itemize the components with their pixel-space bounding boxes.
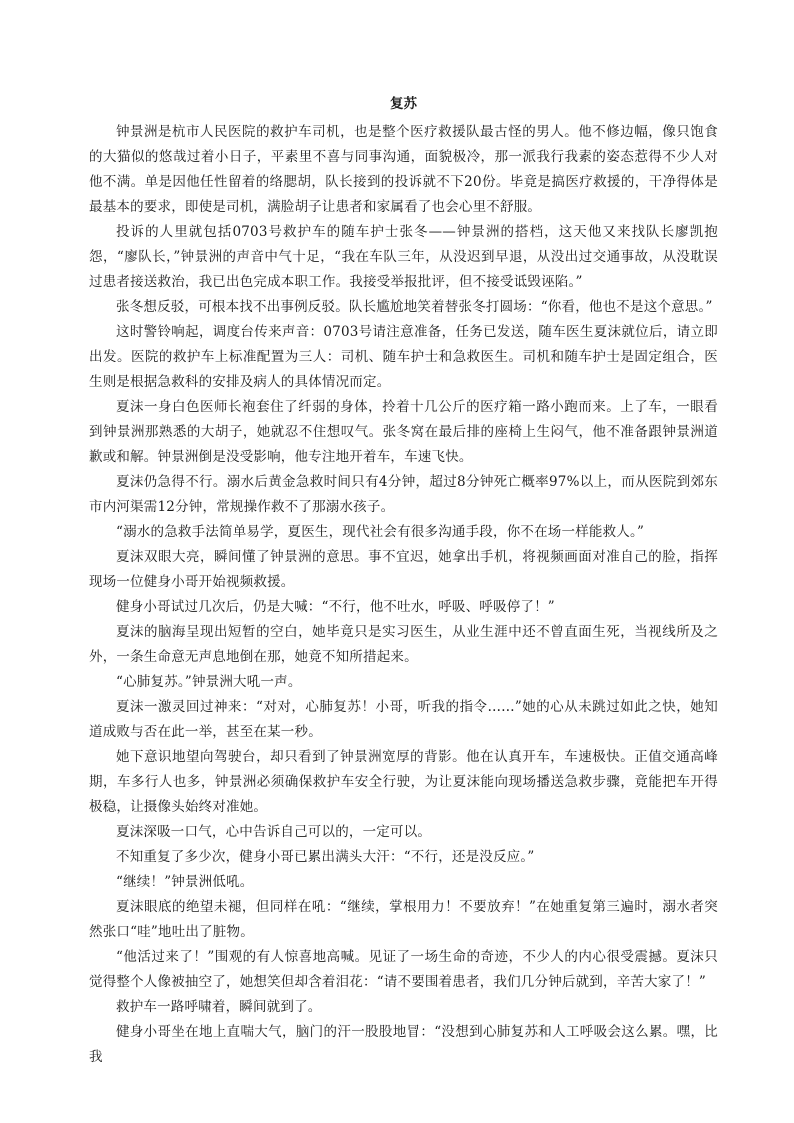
paragraph: 夏沫一激灵回过神来：“对对，心肺复苏！小哥，听我的指令……”她的心从未跳过如此之快，她知道成败与否在此一举，甚至在某一秒。 xyxy=(89,699,718,740)
paragraph: 救护车一路呼啸着，瞬间就到了。 xyxy=(116,999,322,1015)
paragraph: 夏沫一身白色医师长袍套住了纤弱的身体，拎着十几公斤的医疗箱一路小跑而来。上了车，一眼看到钟景洲那熟悉的大胡子，她就忍不住想叹气。张冬窝在最后排的座椅上生闷气，他不准备跟钟景洲道歉或和解。钟景洲倒是没受影响，他专注地开着车，车速飞快。 xyxy=(89,399,718,465)
paragraph: 张冬想反驳，可根本找不出事例反驳。队长尴尬地笑着替张冬打圆场：“你看，他也不是这个意思。” xyxy=(116,299,713,315)
paragraph: 不知重复了多少次，健身小哥已累出满头大汗：“不行，还是没反应。” xyxy=(116,849,535,865)
paragraph: 夏沫仍急得不行。溺水后黄金急救时间只有4分钟，超过8分钟死亡概率97%以上，而从医院到郊东市内河渠需12分钟，常规操作救不了那溺水孩子。 xyxy=(89,474,718,515)
paragraph: 夏沫眼底的绝望未褪，但同样在吼：“继续，掌根用力！不要放弃！”在她重复第三遍时，溺水者突然张口“哇”地吐出了脏物。 xyxy=(89,899,718,940)
paragraph: 投诉的人里就包括0703号救护车的随车护士张冬——钟景洲的搭档，这天他又来找队长廖凯抱怨，“廖队长，”钟景洲的声音中气十足，“我在车队三年，从没迟到早退，从没出过交通事故，从没耽误过患者接送救治，我已出色完成本职工作。我接受举报批评，但不接受诋毁诬陷。” xyxy=(89,224,718,290)
story-title: 复苏 xyxy=(390,96,417,112)
paragraph: “心肺复苏。”钟景洲大吼一声。 xyxy=(116,674,302,690)
paragraph: 夏沫的脑海呈现出短暂的空白，她毕竟只是实习医生，从业生涯中还不曾直面生死，当视线所及之外，一条生命意无声息地倒在那，她竟不知所措起来。 xyxy=(89,624,718,665)
paragraph: “溺水的急救手法简单易学，夏医生，现代社会有很多沟通手段，你不在场一样能救人。” xyxy=(116,524,645,540)
paragraph: 这时警铃响起，调度台传来声音：0703号请注意准备，任务已发送，随车医生夏沫就位后，请立即出发。医院的救护车上标准配置为三人：司机、随车护士和急救医生。司机和随车护士是固定组合，医生则是根据急救科的安排及病人的具体情况而定。 xyxy=(89,324,718,390)
paragraph: 钟景洲是杭市人民医院的救护车司机，也是整个医疗救援队最古怪的男人。他不修边幅，像只饱食的大猫似的悠哉过着小日子，平素里不喜与同事沟通，面貌极冷，那一派我行我素的姿态惹得不少人对他不满。单是因他任性留着的络腮胡，队长接到的投诉就不下20份。毕竟是搞医疗救援的，干净得体是最基本的要求，即使是司机，满脸胡子让患者和家属看了也会心里不舒服。 xyxy=(89,124,718,215)
paragraph: “继续！”钟景洲低吼。 xyxy=(116,874,254,890)
paragraph: 夏沫双眼大亮，瞬间懂了钟景洲的意思。事不宜迟，她拿出手机，将视频画面对准自己的脸，指挥现场一位健身小哥开始视频救援。 xyxy=(89,549,718,590)
paragraph: 健身小哥坐在地上直喘大气，脑门的汗一股股地冒：“没想到心肺复苏和人工呼吸会这么累。嘿，比我 xyxy=(89,1024,718,1065)
paragraph: 她下意识地望向驾驶台，却只看到了钟景洲宽厚的背影。他在认真开车，车速极快。正值交通高峰期，车多行人也多，钟景洲必须确保救护车安全行驶，为让夏沫能向现场播送急救步骤，竟能把车开得极稳，让摄像头始终对准她。 xyxy=(89,749,718,815)
paragraph: 夏沫深吸一口气，心中告诉自己可以的，一定可以。 xyxy=(116,824,432,840)
paragraph: 健身小哥试过几次后，仍是大喊：“不行，他不吐水，呼吸、呼吸停了！” xyxy=(116,599,555,615)
paragraph: “他活过来了！”围观的有人惊喜地高喊。见证了一场生命的奇迹，不少人的内心很受震撼。夏沫只觉得整个人像被抽空了，她想笑但却含着泪花：“请不要围着患者，我们几分钟后就到，辛苦大家了！” xyxy=(89,949,718,990)
